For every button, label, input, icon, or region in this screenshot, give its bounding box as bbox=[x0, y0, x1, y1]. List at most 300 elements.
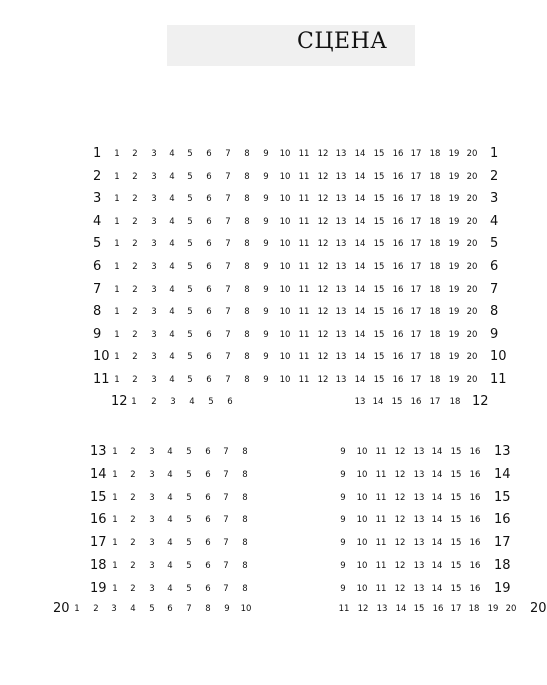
seat[interactable]: 3 bbox=[151, 329, 157, 340]
seat[interactable]: 17 bbox=[410, 216, 422, 227]
seat[interactable]: 9 bbox=[224, 604, 230, 614]
seat[interactable]: 17 bbox=[410, 375, 422, 385]
seat[interactable]: 6 bbox=[206, 352, 212, 363]
seat[interactable]: 17 bbox=[410, 194, 422, 205]
seat[interactable]: 2 bbox=[132, 352, 138, 363]
seat[interactable]: 7 bbox=[223, 469, 229, 480]
seat[interactable]: 15 bbox=[373, 262, 385, 272]
seat[interactable]: 12 bbox=[317, 171, 329, 182]
seat[interactable]: 9 bbox=[340, 515, 346, 526]
seat[interactable]: 5 bbox=[186, 447, 192, 457]
seat[interactable]: 3 bbox=[149, 538, 155, 549]
seat[interactable]: 12 bbox=[317, 352, 329, 363]
seat[interactable]: 16 bbox=[469, 492, 481, 503]
seat[interactable]: 7 bbox=[225, 239, 231, 250]
seat[interactable]: 10 bbox=[279, 149, 291, 159]
seat[interactable]: 9 bbox=[263, 329, 269, 340]
seat[interactable]: 3 bbox=[151, 375, 157, 385]
seat[interactable]: 15 bbox=[450, 538, 462, 549]
seat[interactable]: 11 bbox=[298, 239, 310, 250]
seat[interactable]: 2 bbox=[132, 375, 138, 385]
seat[interactable]: 19 bbox=[487, 604, 499, 614]
seat[interactable]: 17 bbox=[410, 307, 422, 318]
seat[interactable]: 1 bbox=[112, 538, 118, 549]
seat[interactable]: 5 bbox=[187, 284, 193, 295]
seat[interactable]: 20 bbox=[466, 262, 478, 272]
seat[interactable]: 15 bbox=[413, 604, 425, 614]
seat[interactable]: 5 bbox=[186, 469, 192, 480]
seat[interactable]: 10 bbox=[279, 284, 291, 295]
seat[interactable]: 2 bbox=[130, 538, 136, 549]
seat[interactable]: 18 bbox=[429, 171, 441, 182]
seat[interactable]: 1 bbox=[114, 352, 120, 363]
seat[interactable]: 8 bbox=[244, 149, 250, 159]
seat[interactable]: 12 bbox=[394, 492, 406, 503]
seat[interactable]: 10 bbox=[279, 216, 291, 227]
seat[interactable]: 12 bbox=[317, 262, 329, 272]
seat[interactable]: 10 bbox=[356, 583, 368, 594]
seat[interactable]: 10 bbox=[356, 492, 368, 503]
seat[interactable]: 5 bbox=[149, 604, 155, 614]
seat[interactable]: 15 bbox=[373, 352, 385, 363]
seat[interactable]: 4 bbox=[169, 375, 175, 385]
seat[interactable]: 20 bbox=[466, 329, 478, 340]
seat[interactable]: 4 bbox=[169, 352, 175, 363]
seat[interactable]: 10 bbox=[356, 538, 368, 549]
seat[interactable]: 7 bbox=[225, 307, 231, 318]
seat[interactable]: 14 bbox=[354, 216, 366, 227]
seat[interactable]: 14 bbox=[354, 329, 366, 340]
seat[interactable]: 18 bbox=[429, 262, 441, 272]
seat[interactable]: 10 bbox=[356, 561, 368, 571]
seat[interactable]: 13 bbox=[413, 492, 425, 503]
seat[interactable]: 15 bbox=[450, 515, 462, 526]
seat[interactable]: 19 bbox=[448, 216, 460, 227]
seat[interactable]: 15 bbox=[373, 307, 385, 318]
seat[interactable]: 12 bbox=[357, 604, 369, 614]
seat[interactable]: 12 bbox=[317, 239, 329, 250]
seat[interactable]: 19 bbox=[448, 239, 460, 250]
seat[interactable]: 20 bbox=[466, 307, 478, 318]
seat[interactable]: 5 bbox=[187, 194, 193, 205]
seat[interactable]: 6 bbox=[227, 397, 233, 407]
seat[interactable]: 7 bbox=[223, 561, 229, 571]
seat[interactable]: 13 bbox=[335, 329, 347, 340]
seat[interactable]: 8 bbox=[244, 239, 250, 250]
seat[interactable]: 10 bbox=[279, 262, 291, 272]
seat[interactable]: 15 bbox=[450, 583, 462, 594]
seat[interactable]: 1 bbox=[74, 604, 80, 614]
seat[interactable]: 15 bbox=[373, 194, 385, 205]
seat[interactable]: 18 bbox=[429, 329, 441, 340]
seat[interactable]: 18 bbox=[468, 604, 480, 614]
seat[interactable]: 18 bbox=[429, 375, 441, 385]
seat[interactable]: 11 bbox=[375, 561, 387, 571]
seat[interactable]: 5 bbox=[186, 538, 192, 549]
seat[interactable]: 16 bbox=[392, 262, 404, 272]
seat[interactable]: 20 bbox=[466, 239, 478, 250]
seat[interactable]: 6 bbox=[206, 307, 212, 318]
seat[interactable]: 7 bbox=[223, 515, 229, 526]
seat[interactable]: 1 bbox=[114, 239, 120, 250]
seat[interactable]: 14 bbox=[431, 538, 443, 549]
seat[interactable]: 2 bbox=[132, 239, 138, 250]
seat[interactable]: 7 bbox=[223, 538, 229, 549]
seat[interactable]: 15 bbox=[373, 375, 385, 385]
seat[interactable]: 19 bbox=[448, 352, 460, 363]
seat[interactable]: 12 bbox=[317, 307, 329, 318]
seat[interactable]: 16 bbox=[392, 194, 404, 205]
seat[interactable]: 10 bbox=[279, 329, 291, 340]
seat[interactable]: 13 bbox=[413, 561, 425, 571]
seat[interactable]: 9 bbox=[263, 352, 269, 363]
seat[interactable]: 14 bbox=[431, 583, 443, 594]
seat[interactable]: 3 bbox=[149, 469, 155, 480]
seat[interactable]: 4 bbox=[167, 583, 173, 594]
seat[interactable]: 2 bbox=[130, 469, 136, 480]
seat[interactable]: 8 bbox=[244, 352, 250, 363]
seat[interactable]: 16 bbox=[392, 375, 404, 385]
seat[interactable]: 5 bbox=[187, 239, 193, 250]
seat[interactable]: 7 bbox=[225, 262, 231, 272]
seat[interactable]: 4 bbox=[169, 284, 175, 295]
seat[interactable]: 13 bbox=[335, 239, 347, 250]
seat[interactable]: 20 bbox=[466, 216, 478, 227]
seat[interactable]: 12 bbox=[317, 194, 329, 205]
seat[interactable]: 14 bbox=[354, 284, 366, 295]
seat[interactable]: 6 bbox=[205, 538, 211, 549]
seat[interactable]: 16 bbox=[469, 561, 481, 571]
seat[interactable]: 17 bbox=[450, 604, 462, 614]
seat[interactable]: 4 bbox=[169, 262, 175, 272]
seat[interactable]: 6 bbox=[206, 194, 212, 205]
seat[interactable]: 7 bbox=[225, 352, 231, 363]
seat[interactable]: 13 bbox=[413, 515, 425, 526]
seat[interactable]: 9 bbox=[263, 239, 269, 250]
seat[interactable]: 6 bbox=[205, 561, 211, 571]
seat[interactable]: 10 bbox=[279, 171, 291, 182]
seat[interactable]: 6 bbox=[206, 216, 212, 227]
seat[interactable]: 14 bbox=[431, 492, 443, 503]
seat[interactable]: 3 bbox=[149, 583, 155, 594]
seat[interactable]: 6 bbox=[205, 583, 211, 594]
seat[interactable]: 1 bbox=[114, 329, 120, 340]
seat[interactable]: 7 bbox=[225, 284, 231, 295]
seat[interactable]: 4 bbox=[167, 515, 173, 526]
seat[interactable]: 8 bbox=[244, 194, 250, 205]
seat[interactable]: 11 bbox=[375, 492, 387, 503]
seat[interactable]: 10 bbox=[279, 375, 291, 385]
seat[interactable]: 1 bbox=[112, 492, 118, 503]
seat[interactable]: 10 bbox=[356, 469, 368, 480]
seat[interactable]: 10 bbox=[356, 515, 368, 526]
seat[interactable]: 5 bbox=[187, 262, 193, 272]
seat[interactable]: 16 bbox=[469, 447, 481, 457]
seat[interactable]: 3 bbox=[151, 194, 157, 205]
seat[interactable]: 12 bbox=[317, 216, 329, 227]
seat[interactable]: 2 bbox=[130, 447, 136, 457]
seat[interactable]: 11 bbox=[298, 307, 310, 318]
seat[interactable]: 9 bbox=[340, 538, 346, 549]
seat[interactable]: 11 bbox=[375, 583, 387, 594]
seat[interactable]: 14 bbox=[372, 397, 384, 407]
seat[interactable]: 11 bbox=[298, 194, 310, 205]
seat[interactable]: 4 bbox=[167, 469, 173, 480]
seat[interactable]: 14 bbox=[354, 194, 366, 205]
seat[interactable]: 14 bbox=[354, 171, 366, 182]
seat[interactable]: 8 bbox=[242, 492, 248, 503]
seat[interactable]: 17 bbox=[410, 149, 422, 159]
seat[interactable]: 20 bbox=[505, 604, 517, 614]
seat[interactable]: 18 bbox=[429, 149, 441, 159]
seat[interactable]: 15 bbox=[373, 171, 385, 182]
seat[interactable]: 6 bbox=[206, 171, 212, 182]
seat[interactable]: 18 bbox=[429, 307, 441, 318]
seat[interactable]: 17 bbox=[410, 239, 422, 250]
seat[interactable]: 19 bbox=[448, 171, 460, 182]
seat[interactable]: 1 bbox=[114, 216, 120, 227]
seat[interactable]: 13 bbox=[354, 397, 366, 407]
seat[interactable]: 11 bbox=[298, 171, 310, 182]
seat[interactable]: 4 bbox=[169, 171, 175, 182]
seat[interactable]: 15 bbox=[450, 469, 462, 480]
seat[interactable]: 15 bbox=[373, 284, 385, 295]
seat[interactable]: 16 bbox=[410, 397, 422, 407]
seat[interactable]: 1 bbox=[112, 515, 118, 526]
seat[interactable]: 5 bbox=[187, 216, 193, 227]
seat[interactable]: 15 bbox=[391, 397, 403, 407]
seat[interactable]: 14 bbox=[354, 352, 366, 363]
seat[interactable]: 2 bbox=[132, 262, 138, 272]
seat[interactable]: 19 bbox=[448, 194, 460, 205]
seat[interactable]: 13 bbox=[335, 307, 347, 318]
seat[interactable]: 1 bbox=[114, 284, 120, 295]
seat[interactable]: 7 bbox=[225, 149, 231, 159]
seat[interactable]: 17 bbox=[410, 262, 422, 272]
seat[interactable]: 16 bbox=[392, 352, 404, 363]
seat[interactable]: 5 bbox=[187, 307, 193, 318]
seat[interactable]: 9 bbox=[263, 284, 269, 295]
seat[interactable]: 5 bbox=[186, 515, 192, 526]
seat[interactable]: 13 bbox=[335, 171, 347, 182]
seat[interactable]: 4 bbox=[167, 561, 173, 571]
seat[interactable]: 4 bbox=[167, 447, 173, 457]
seat[interactable]: 18 bbox=[429, 216, 441, 227]
seat[interactable]: 14 bbox=[395, 604, 407, 614]
seat[interactable]: 5 bbox=[186, 561, 192, 571]
seat[interactable]: 14 bbox=[431, 561, 443, 571]
seat[interactable]: 13 bbox=[335, 216, 347, 227]
seat[interactable]: 18 bbox=[429, 352, 441, 363]
seat[interactable]: 10 bbox=[279, 352, 291, 363]
seat[interactable]: 11 bbox=[338, 604, 350, 614]
seat[interactable]: 2 bbox=[130, 492, 136, 503]
seat[interactable]: 20 bbox=[466, 284, 478, 295]
seat[interactable]: 2 bbox=[132, 171, 138, 182]
seat[interactable]: 3 bbox=[151, 149, 157, 159]
seat[interactable]: 10 bbox=[279, 194, 291, 205]
seat[interactable]: 3 bbox=[151, 171, 157, 182]
seat[interactable]: 7 bbox=[223, 447, 229, 457]
seat[interactable]: 10 bbox=[279, 239, 291, 250]
seat[interactable]: 1 bbox=[114, 307, 120, 318]
seat[interactable]: 20 bbox=[466, 194, 478, 205]
seat[interactable]: 15 bbox=[373, 329, 385, 340]
seat[interactable]: 8 bbox=[244, 329, 250, 340]
seat[interactable]: 7 bbox=[225, 329, 231, 340]
seat[interactable]: 9 bbox=[263, 262, 269, 272]
seat[interactable]: 13 bbox=[335, 149, 347, 159]
seat[interactable]: 2 bbox=[130, 515, 136, 526]
seat[interactable]: 8 bbox=[244, 284, 250, 295]
seat[interactable]: 3 bbox=[151, 284, 157, 295]
seat[interactable]: 11 bbox=[298, 284, 310, 295]
seat[interactable]: 1 bbox=[112, 447, 118, 457]
seat[interactable]: 4 bbox=[169, 216, 175, 227]
seat[interactable]: 2 bbox=[132, 307, 138, 318]
seat[interactable]: 13 bbox=[376, 604, 388, 614]
seat[interactable]: 20 bbox=[466, 149, 478, 159]
seat[interactable]: 11 bbox=[298, 149, 310, 159]
seat[interactable]: 4 bbox=[167, 492, 173, 503]
seat[interactable]: 14 bbox=[354, 239, 366, 250]
seat[interactable]: 3 bbox=[149, 447, 155, 457]
seat[interactable]: 9 bbox=[263, 216, 269, 227]
seat[interactable]: 14 bbox=[431, 515, 443, 526]
seat[interactable]: 2 bbox=[93, 604, 99, 614]
seat[interactable]: 9 bbox=[340, 492, 346, 503]
seat[interactable]: 11 bbox=[375, 447, 387, 457]
seat[interactable]: 8 bbox=[244, 375, 250, 385]
seat[interactable]: 4 bbox=[169, 307, 175, 318]
seat[interactable]: 6 bbox=[206, 284, 212, 295]
seat[interactable]: 12 bbox=[317, 329, 329, 340]
seat[interactable]: 8 bbox=[205, 604, 211, 614]
seat[interactable]: 1 bbox=[114, 171, 120, 182]
seat[interactable]: 5 bbox=[186, 583, 192, 594]
seat[interactable]: 2 bbox=[132, 284, 138, 295]
seat[interactable]: 9 bbox=[340, 447, 346, 457]
seat[interactable]: 16 bbox=[432, 604, 444, 614]
seat[interactable]: 2 bbox=[132, 329, 138, 340]
seat[interactable]: 5 bbox=[187, 329, 193, 340]
seat[interactable]: 3 bbox=[151, 352, 157, 363]
seat[interactable]: 14 bbox=[354, 375, 366, 385]
seat[interactable]: 5 bbox=[186, 492, 192, 503]
seat[interactable]: 6 bbox=[205, 492, 211, 503]
seat[interactable]: 4 bbox=[167, 538, 173, 549]
seat[interactable]: 12 bbox=[317, 284, 329, 295]
seat[interactable]: 20 bbox=[466, 375, 478, 385]
seat[interactable]: 12 bbox=[317, 149, 329, 159]
seat[interactable]: 11 bbox=[298, 352, 310, 363]
seat[interactable]: 3 bbox=[111, 604, 117, 614]
seat[interactable]: 4 bbox=[130, 604, 136, 614]
seat[interactable]: 7 bbox=[186, 604, 192, 614]
seat[interactable]: 19 bbox=[448, 375, 460, 385]
seat[interactable]: 2 bbox=[132, 194, 138, 205]
seat[interactable]: 18 bbox=[429, 284, 441, 295]
seat[interactable]: 15 bbox=[450, 492, 462, 503]
seat[interactable]: 12 bbox=[317, 375, 329, 385]
seat[interactable]: 7 bbox=[225, 171, 231, 182]
seat[interactable]: 19 bbox=[448, 284, 460, 295]
seat[interactable]: 9 bbox=[340, 469, 346, 480]
seat[interactable]: 19 bbox=[448, 329, 460, 340]
seat[interactable]: 2 bbox=[130, 583, 136, 594]
seat[interactable]: 3 bbox=[151, 307, 157, 318]
seat[interactable]: 3 bbox=[151, 216, 157, 227]
seat[interactable]: 9 bbox=[340, 561, 346, 571]
seat[interactable]: 14 bbox=[431, 469, 443, 480]
seat[interactable]: 3 bbox=[151, 239, 157, 250]
seat[interactable]: 6 bbox=[205, 515, 211, 526]
seat[interactable]: 11 bbox=[375, 469, 387, 480]
seat[interactable]: 20 bbox=[466, 171, 478, 182]
seat[interactable]: 13 bbox=[335, 284, 347, 295]
seat[interactable]: 7 bbox=[223, 583, 229, 594]
seat[interactable]: 16 bbox=[469, 469, 481, 480]
seat[interactable]: 6 bbox=[206, 239, 212, 250]
seat[interactable]: 18 bbox=[449, 397, 461, 407]
seat[interactable]: 6 bbox=[167, 604, 173, 614]
seat[interactable]: 16 bbox=[392, 284, 404, 295]
seat[interactable]: 5 bbox=[208, 397, 214, 407]
seat[interactable]: 1 bbox=[112, 469, 118, 480]
seat[interactable]: 11 bbox=[298, 329, 310, 340]
seat[interactable]: 8 bbox=[242, 583, 248, 594]
seat[interactable]: 7 bbox=[223, 492, 229, 503]
seat[interactable]: 15 bbox=[373, 216, 385, 227]
seat[interactable]: 18 bbox=[429, 239, 441, 250]
seat[interactable]: 1 bbox=[112, 561, 118, 571]
seat[interactable]: 1 bbox=[114, 149, 120, 159]
seat[interactable]: 5 bbox=[187, 171, 193, 182]
seat[interactable]: 11 bbox=[298, 262, 310, 272]
seat[interactable]: 13 bbox=[413, 469, 425, 480]
seat[interactable]: 15 bbox=[450, 561, 462, 571]
seat[interactable]: 9 bbox=[263, 307, 269, 318]
seat[interactable]: 2 bbox=[130, 561, 136, 571]
seat[interactable]: 12 bbox=[394, 561, 406, 571]
seat[interactable]: 14 bbox=[354, 149, 366, 159]
seat[interactable]: 11 bbox=[298, 216, 310, 227]
seat[interactable]: 6 bbox=[206, 329, 212, 340]
seat[interactable]: 1 bbox=[112, 583, 118, 594]
seat[interactable]: 13 bbox=[335, 352, 347, 363]
seat[interactable]: 11 bbox=[375, 538, 387, 549]
seat[interactable]: 17 bbox=[410, 284, 422, 295]
seat[interactable]: 12 bbox=[394, 538, 406, 549]
seat[interactable]: 20 bbox=[466, 352, 478, 363]
seat[interactable]: 1 bbox=[114, 194, 120, 205]
seat[interactable]: 8 bbox=[244, 171, 250, 182]
seat[interactable]: 12 bbox=[394, 447, 406, 457]
seat[interactable]: 8 bbox=[242, 515, 248, 526]
seat[interactable]: 16 bbox=[392, 329, 404, 340]
seat[interactable]: 17 bbox=[410, 352, 422, 363]
seat[interactable]: 13 bbox=[335, 262, 347, 272]
seat[interactable]: 16 bbox=[469, 538, 481, 549]
seat[interactable]: 14 bbox=[431, 447, 443, 457]
seat[interactable]: 1 bbox=[131, 397, 137, 407]
seat[interactable]: 5 bbox=[187, 352, 193, 363]
seat[interactable]: 12 bbox=[394, 515, 406, 526]
seat[interactable]: 16 bbox=[392, 216, 404, 227]
seat[interactable]: 2 bbox=[132, 216, 138, 227]
seat[interactable]: 5 bbox=[187, 149, 193, 159]
seat[interactable]: 14 bbox=[354, 307, 366, 318]
